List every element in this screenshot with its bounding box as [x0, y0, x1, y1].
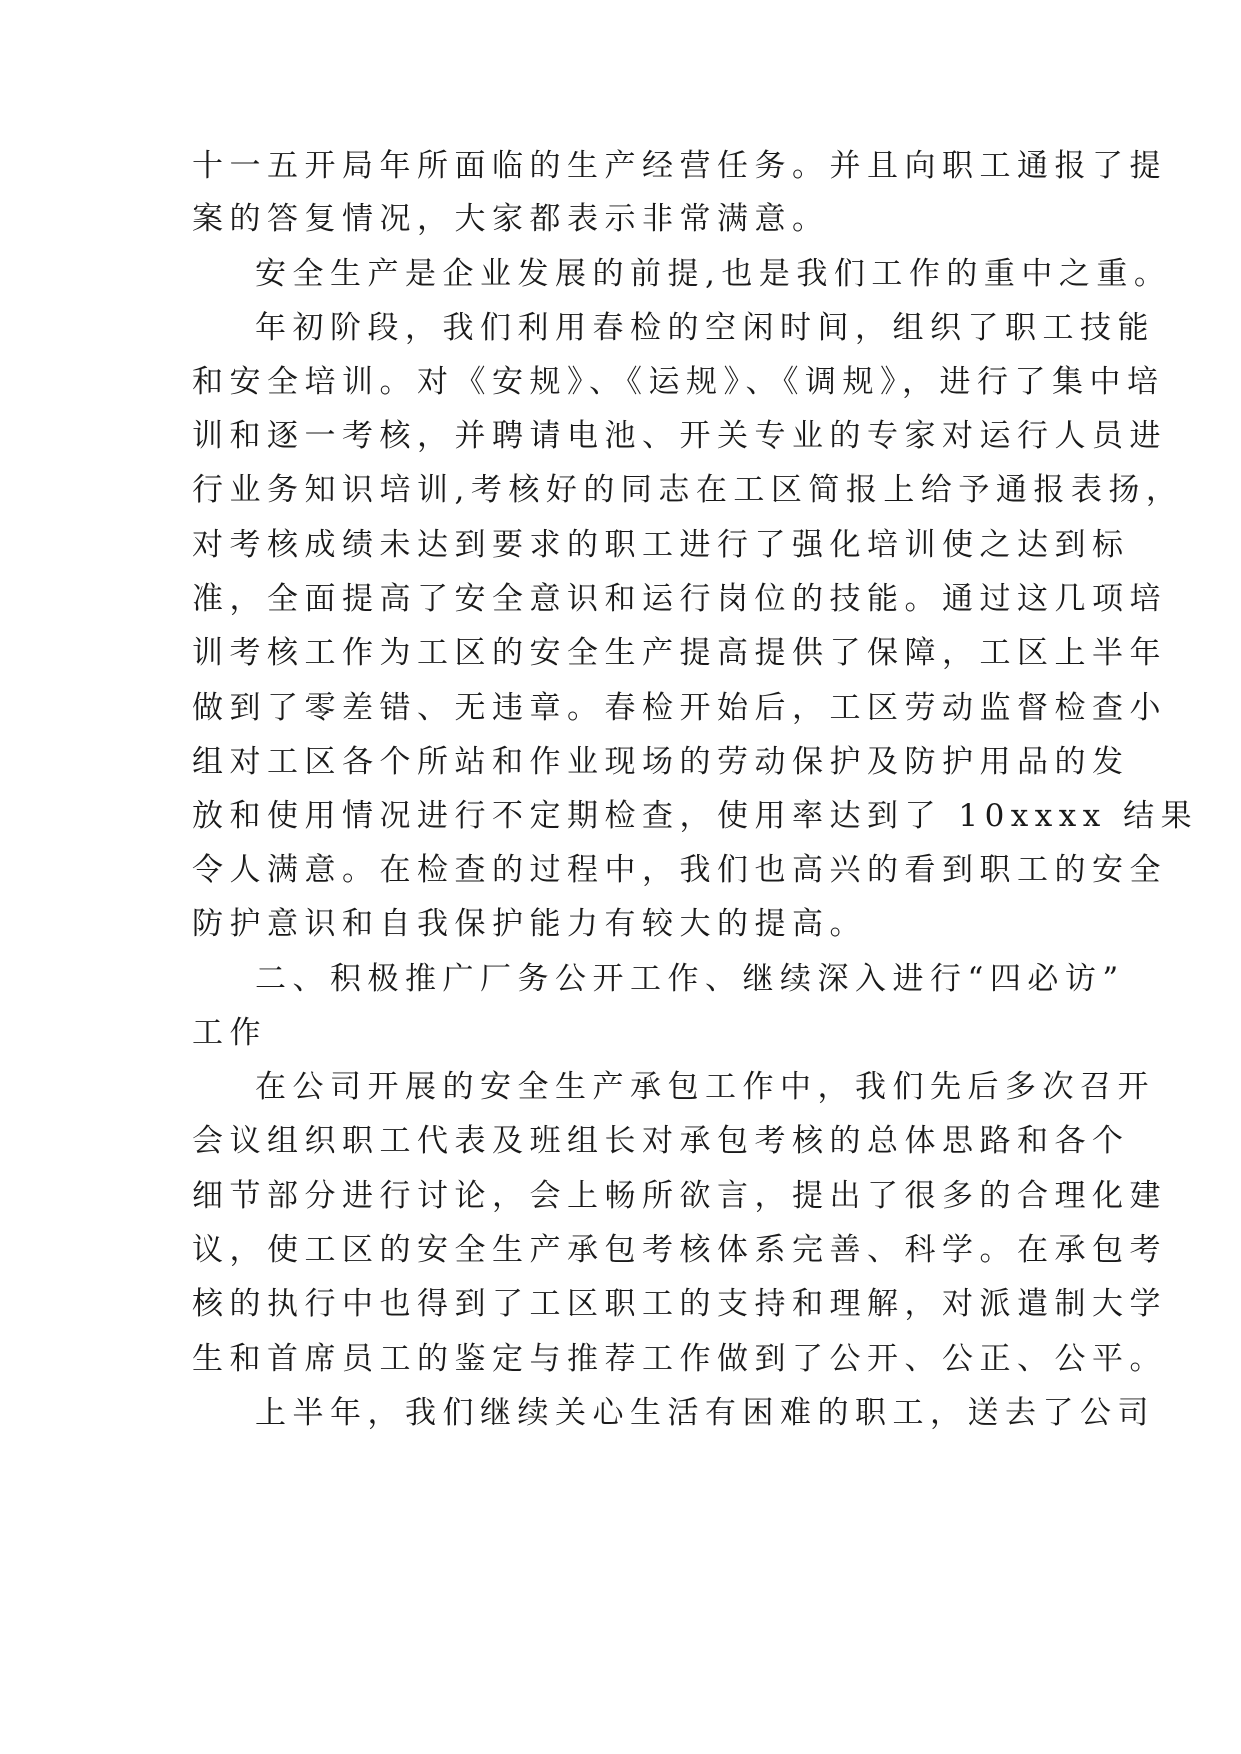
section-heading: 二、积极推广厂务公开工作、继续深入进行“四必访” — [255, 961, 1125, 997]
text-line: 准，全面提高了安全意识和运行岗位的技能。通过这几项培 — [192, 581, 1167, 617]
text-line: 细节部分进行讨论，会上畅所欲言，提出了很多的合理化建 — [192, 1178, 1167, 1214]
text-line: 放和使用情况进行不定期检查，使用率达到了 10xxxx 结果 — [192, 798, 1199, 834]
text-line: 训和逐一考核，并聘请电池、开关专业的专家对运行人员进 — [192, 418, 1167, 454]
text-line: 安全生产是企业发展的前提,也是我们工作的重中之重。 — [255, 256, 1172, 292]
text-line: 做到了零差错、无违章。春检开始后，工区劳动监督检查小 — [192, 690, 1167, 726]
text-line: 防护意识和自我保护能力有较大的提高。 — [192, 906, 867, 942]
text-line: 令人满意。在检查的过程中，我们也高兴的看到职工的安全 — [192, 852, 1167, 888]
text-line: 组对工区各个所站和作业现场的劳动保护及防护用品的发 — [192, 744, 1130, 780]
text-line: 行业务知识培训,考核好的同志在工区简报上给予通报表扬， — [192, 472, 1184, 508]
text-line: 对考核成绩未达到要求的职工进行了强化培训使之达到标 — [192, 527, 1130, 563]
text-line: 训考核工作为工区的安全生产提高提供了保障，工区上半年 — [192, 635, 1167, 671]
text-line: 年初阶段，我们利用春检的空闲时间，组织了职工技能 — [255, 310, 1155, 346]
text-line: 核的执行中也得到了工区职工的支持和理解，对派遣制大学 — [192, 1286, 1167, 1322]
text-line: 案的答复情况，大家都表示非常满意。 — [192, 201, 830, 237]
section-heading-continued: 工作 — [192, 1015, 267, 1051]
text-line: 议，使工区的安全生产承包考核体系完善、科学。在承包考 — [192, 1232, 1167, 1268]
text-line: 上半年，我们继续关心生活有困难的职工，送去了公司 — [255, 1395, 1155, 1431]
text-line: 在公司开展的安全生产承包工作中，我们先后多次召开 — [255, 1069, 1155, 1105]
text-line: 会议组织职工代表及班组长对承包考核的总体思路和各个 — [192, 1123, 1130, 1159]
text-line: 和安全培训。对《安规》、《运规》、《调规》，进行了集中培 — [192, 364, 1165, 400]
text-line: 十一五开局年所面临的生产经营任务。并且向职工通报了提 — [192, 148, 1167, 184]
text-line: 生和首席员工的鉴定与推荐工作做到了公开、公正、公平。 — [192, 1341, 1167, 1377]
